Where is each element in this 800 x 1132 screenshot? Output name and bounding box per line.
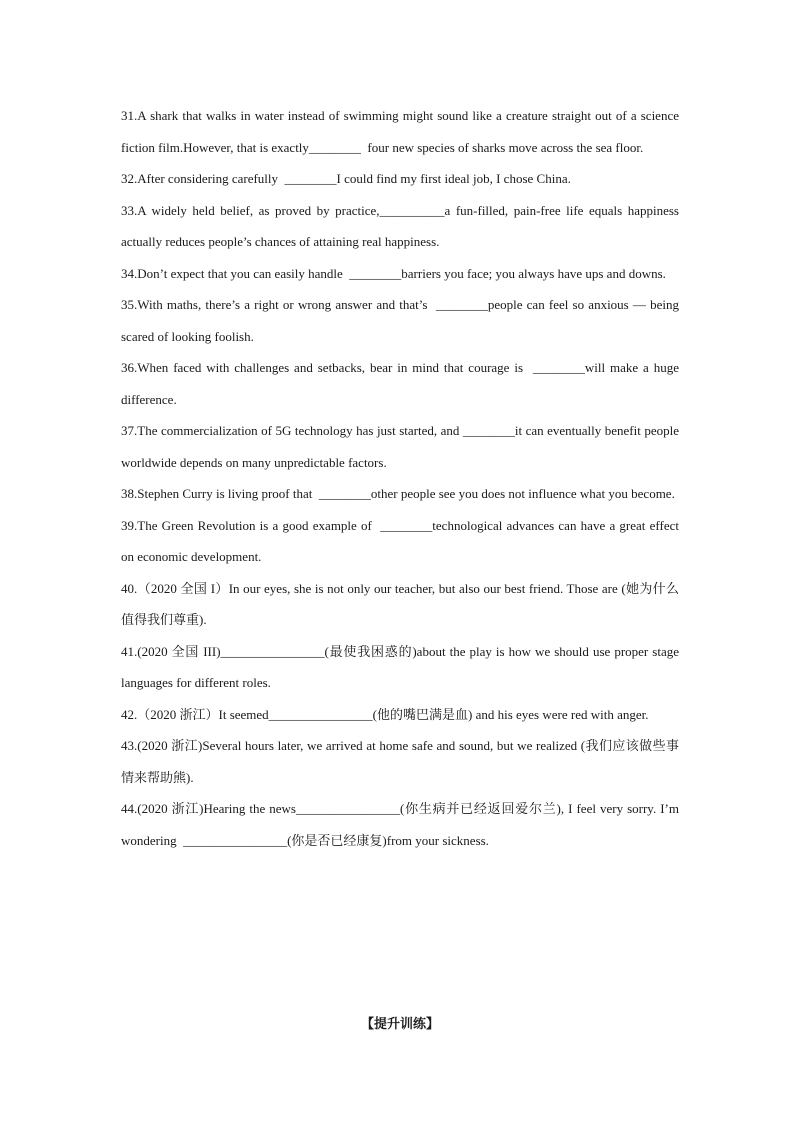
question-34 (121, 258, 679, 290)
question-33-text: 33.A widely held belief, as proved by practice,__________a fun-filled, pain-free life equals happiness actually reduces people’s chances of attaining real happiness. (121, 202, 683, 249)
question-36-text: 36.When faced with challenges and setbacks, bear in mind that courage is ________will make a huge difference. (121, 360, 683, 407)
question-36 (121, 352, 683, 415)
question-31-text: 31.A shark that walks in water instead of swimming might sound like a creature straight out of a science fiction film.However, that is exactly________ four new species of sharks move across the sea floor. (121, 108, 683, 155)
question-31 (121, 100, 683, 163)
question-41-text: 41.(2020 全国 III)________________(最使我困惑的)about the play is how we should use proper stage languages for different roles. (121, 643, 683, 690)
question-43-text: 43.(2020 浙江)Several hours later, we arrived at home safe and sound, but we realized (我们应该做些事情来帮助熊). (121, 738, 679, 785)
question-34-text: 34.Don’t expect that you can easily handle ________barriers you face; you always have ups and downs. (121, 265, 666, 281)
question-32 (121, 163, 679, 195)
question-35-text: 35.With maths, there’s a right or wrong answer and that’s ________people can feel so anxious — being scared of looking foolish. (121, 297, 683, 344)
question-39-text: 39.The Green Revolution is a good example of ________technological advances can have a great effect on economic development. (121, 517, 683, 564)
question-33 (121, 195, 683, 258)
question-44-text: 44.(2020 浙江)Hearing the news________________(你生病并已经返回爱尔兰), I feel very sorry. I’m wondering ________________(你是否已经康复)from your sickness. (121, 801, 683, 848)
question-42 (121, 699, 679, 731)
question-44 (121, 793, 683, 856)
question-38 (121, 478, 679, 510)
section-heading: 【提升训练】 (360, 1016, 439, 1031)
question-list (121, 100, 683, 856)
question-40 (121, 573, 679, 636)
question-42-text: 42.（2020 浙江）It seemed________________(他的嘴巴满是血) and his eyes were red with anger. (121, 706, 649, 722)
question-37-text: 37.The commercialization of 5G technology has just started, and ________it can eventually benefit people worldwide depends on many unpredictable factors. (121, 423, 683, 470)
question-43 (121, 730, 679, 793)
question-41 (121, 636, 683, 699)
question-37 (121, 415, 683, 478)
question-38-text: 38.Stephen Curry is living proof that ________other people see you does not influence what you become. (121, 486, 675, 501)
question-40-text: 40.（2020 全国 I）In our eyes, she is not only our teacher, but also our best friend. Those are (她为什么值得我们尊重). (121, 580, 679, 627)
question-32-text: 32.After considering carefully ________I could find my first ideal job, I chose China. (121, 171, 571, 186)
question-39 (121, 510, 683, 573)
question-35 (121, 289, 683, 352)
